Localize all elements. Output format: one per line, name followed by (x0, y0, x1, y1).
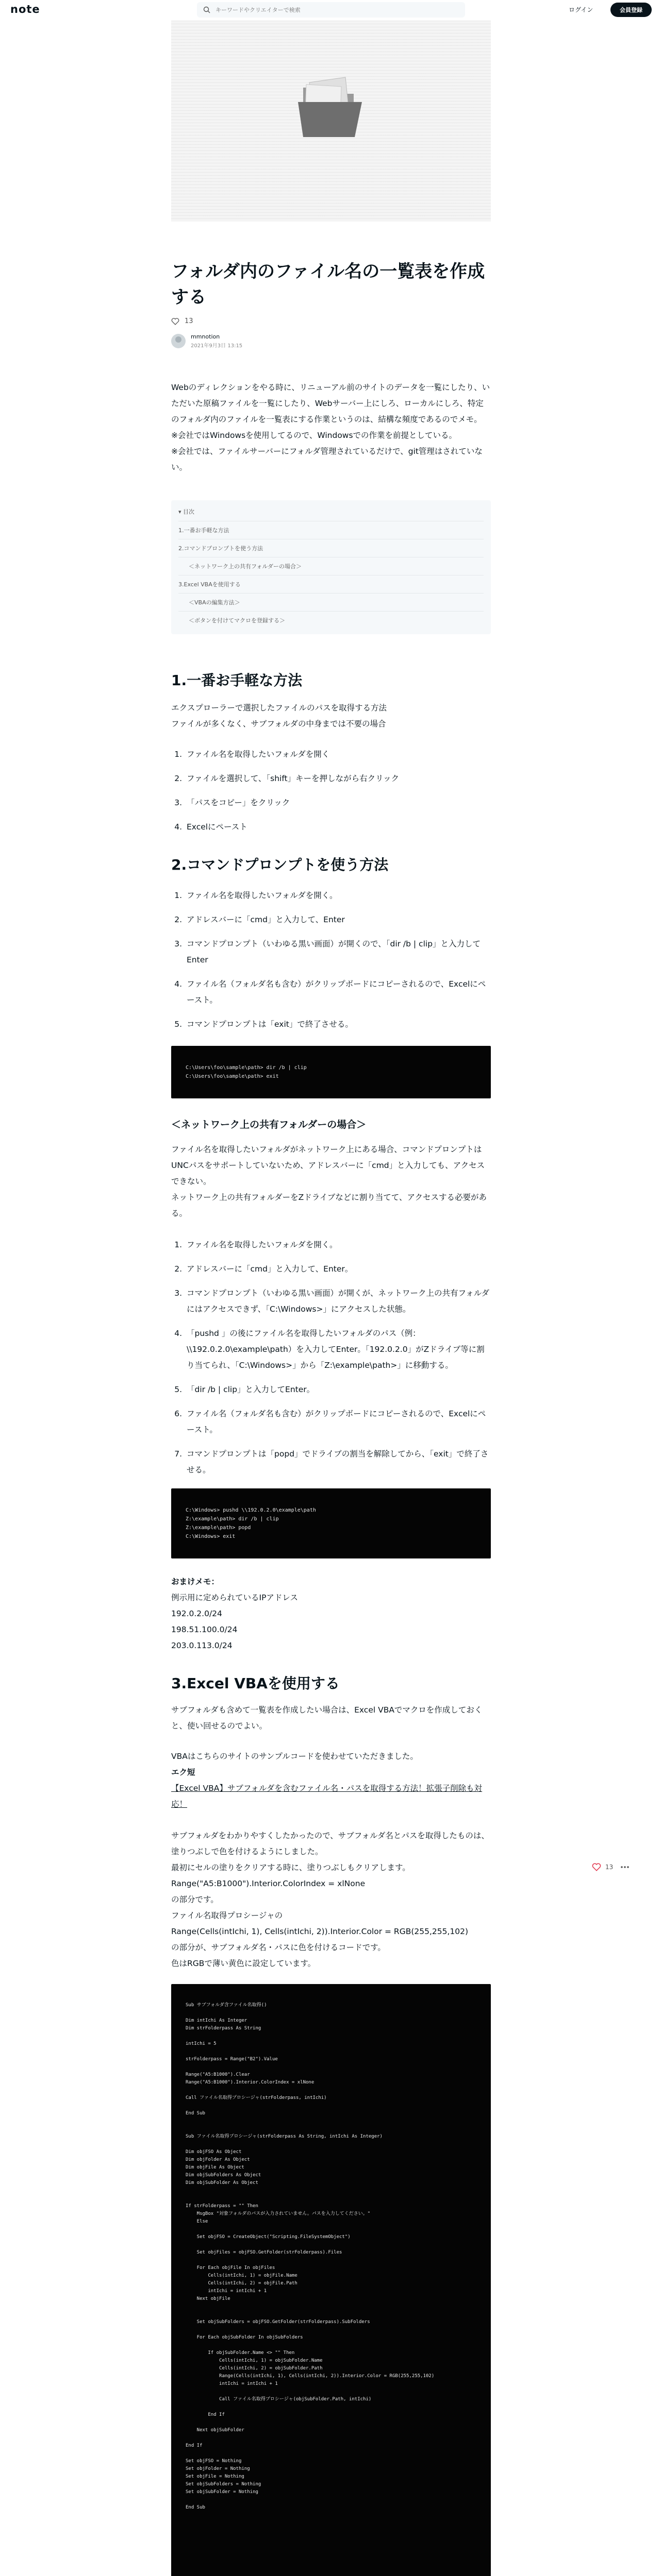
code-line: Z:\example\path> popd (186, 1525, 251, 1531)
paragraph: ファイル名を取得したいフォルダがネットワーク上にある場合、コマンドプロンプトはUNCパスをサポートしていないため、アドレスバーに「cmd」と入力しても、アクセスできない。 (171, 1145, 485, 1186)
intro-paragraph: Webのディレクションをやる時に、リニューアル前のサイトのデータを一覧にしたり、いただいた原稿ファイルを一覧にしたり、Webサーバー上にしろ、ローカルにしろ、特定のフォルダ内のファイルを一覧表にする作業というのは、結構な頻度であるのでメモ。 (171, 383, 490, 424)
toc-item[interactable]: 2.コマンドプロンプトを使う方法 (178, 539, 484, 557)
heart-icon[interactable] (171, 318, 179, 325)
code-line: Z:\example\path> dir /b | clip (186, 1516, 279, 1522)
list-item: 5. 「dir /b | clip」と入力してEnter。 (185, 1382, 491, 1398)
hero-image (171, 21, 491, 222)
table-of-contents (171, 500, 491, 634)
toc-header[interactable]: ▾ 目次 (178, 507, 484, 521)
step-list (171, 1237, 491, 1478)
search-icon (203, 6, 210, 13)
list-item: 6. ファイル名（フォルダ名も含む）がクリップボードにコピーされるので、Excelにペースト。 (185, 1406, 491, 1438)
folder-icon (294, 72, 366, 144)
step-list (171, 888, 491, 1032)
paragraph: サブフォルダをわかりやすくしたかったので、サブフォルダ名とパスを取得したものは、塗りつぶしで色を付けるようにしました。 (171, 1831, 489, 1856)
list-item: 3. コマンドプロンプト（いわゆる黒い画面）が開くので、「dir /b | clip」と入力してEnter (185, 936, 491, 968)
list-item: 3. コマンドプロンプト（いわゆる黒い画面）が開くが、ネットワーク上の共有フォルダにはアクセスできず、「C:\Windows>」にアクセスした状態。 (185, 1285, 491, 1317)
list-item: 3. 「パスをコピー」をクリック (185, 795, 491, 811)
paragraph: エクスプローラーで選択したファイルのパスを取得する方法 (171, 703, 387, 713)
article-title: フォルダ内のファイル名の一覧表を作成する (171, 261, 485, 308)
paragraph: ファイル名取得プロシージャの (171, 1911, 283, 1920)
login-link[interactable]: ログイン (569, 6, 593, 13)
like-count-value: 13 (185, 317, 193, 325)
paragraph: 最初にセルの塗りをクリアする時に、塗りつぶしもクリアします。 (171, 1863, 410, 1872)
paragraph: Range(Cells(intIchi, 1), Cells(intIchi, 2)).Interior.Color = RGB(255,255,102) (171, 1927, 469, 1936)
list-item: 7. コマンドプロンプトは「popd」でドライブの割当を解除してから、「exit」で終了させる。 (185, 1446, 491, 1478)
paragraph: の部分です。 (171, 1895, 219, 1904)
intro-note: ※会社では、ファイルサーバーにフォルダ管理されているだけで、git管理はされていない。 (171, 447, 483, 472)
note-logo[interactable]: note (10, 3, 40, 15)
list-item: 4. 「pushd 」の後にファイル名を取得したいフォルダのパス（例：\\192.0.2.0\example\path）を入力してEnter。「192.0.2.0」がZドライブ等に割り当てられ、「C:\Windows>」から「Z:\example\path>」に移動する。 (185, 1326, 491, 1374)
author-name[interactable]: mmnotion (191, 333, 220, 340)
code-line: C:\Windows> pushd \\192.0.2.0\example\path (186, 1507, 316, 1513)
site-header (0, 0, 662, 21)
code-block[interactable] (171, 1046, 491, 1098)
paragraph: Range("A5:B1000").Interior.ColorIndex = xlNone (171, 1879, 366, 1888)
toc-item[interactable]: ＜VBAの編集方法＞ (178, 594, 484, 612)
toc-item[interactable]: 1.一番お手軽な方法 (178, 521, 484, 539)
like-count[interactable] (171, 317, 491, 325)
intro-note: ※会社ではWindowsを使用してるので、Windowsでの作業を前提としている。 (171, 431, 457, 440)
memo-line: 192.0.2.0/24 (171, 1609, 222, 1618)
reference-source: エク短 (171, 1768, 195, 1777)
list-item: 4. Excelにペースト (185, 819, 491, 835)
paragraph: ネットワーク上の共有フォルダーをZドライブなどに割り当てて、アクセスする必要がある。 (171, 1193, 487, 1218)
step-list (171, 747, 491, 835)
toc-item[interactable]: 3.Excel VBAを使用する (178, 575, 484, 594)
paragraph: 色はRGBで薄い黄色に設定しています。 (171, 1959, 316, 1968)
memo-line: 203.0.113.0/24 (171, 1641, 233, 1650)
avatar[interactable] (171, 334, 186, 348)
paragraph: サブフォルダも含めて一覧表を作成したい場合は、Excel VBAでマクロを作成しておくと、使い回せるのでよい。 (171, 1705, 483, 1731)
search-box[interactable] (197, 2, 465, 18)
floating-actions (592, 1863, 630, 1871)
toc-item[interactable]: ＜ボタンを付けてマクロを登録する＞ (189, 617, 285, 624)
memo-line: 198.51.100.0/24 (171, 1625, 238, 1634)
paragraph: の部分が、サブフォルダ名・パスに色を付けるコードです。 (171, 1943, 386, 1952)
list-item: 1. ファイル名を取得したいフォルダを開く。 (185, 888, 491, 904)
section-heading: 1.一番お手軽な方法 (171, 672, 303, 689)
article (171, 21, 491, 2576)
list-item: 1. ファイル名を取得したいフォルダを開く (185, 747, 491, 762)
heart-icon[interactable] (592, 1863, 601, 1871)
signup-button[interactable]: 会員登録 (610, 3, 652, 17)
paragraph: ファイルが多くなく、サブフォルダの中身までは不要の場合 (171, 719, 386, 728)
code-line: C:\Users\foo\sample\path> dir /b | clip (186, 1065, 307, 1071)
memo-heading: おまけメモ： (171, 1577, 220, 1586)
section-heading: 3.Excel VBAを使用する (171, 1675, 340, 1692)
code-line: C:\Windows> exit (186, 1534, 236, 1539)
section-heading: 2.コマンドプロンプトを使う方法 (171, 856, 389, 873)
search-input[interactable] (216, 7, 453, 13)
subsection-heading: ＜ネットワーク上の共有フォルダーの場合＞ (171, 1119, 367, 1130)
code-block[interactable] (171, 1488, 491, 1558)
list-item: 5. コマンドプロンプトは「exit」で終了させる。 (185, 1016, 491, 1032)
list-item: 2. アドレスバーに「cmd」と入力して、Enter (185, 912, 491, 928)
memo-line: 例示用に定められているIPアドレス (171, 1593, 298, 1602)
more-icon[interactable] (620, 1866, 630, 1869)
author-block[interactable] (171, 333, 491, 349)
intro (171, 380, 491, 476)
list-item: 1. ファイル名を取得したいフォルダを開く。 (185, 1237, 491, 1253)
list-item: 4. ファイル名（フォルダ名も含む）がクリップボードにコピーされるので、Excelにペースト。 (185, 976, 491, 1008)
code-line: C:\Users\foo\sample\path> exit (186, 1074, 279, 1079)
publish-date: 2021年9月3日 13:15 (191, 343, 243, 349)
paragraph: VBAはこちらのサイトのサンプルコードを使わせていただきました。 (171, 1752, 418, 1761)
list-item: 2. アドレスバーに「cmd」と入力して、Enter。 (185, 1261, 491, 1277)
toc-item[interactable]: ＜ネットワーク上の共有フォルダーの場合＞ (178, 557, 484, 575)
reference-link[interactable]: 【Excel VBA】サブフォルダを含むファイル名・パスを取得する方法！拡張子削除も対応！ (171, 1784, 483, 1809)
list-item: 2. ファイルを選択して、「shift」キーを押しながら右クリック (185, 771, 491, 787)
floating-like-count: 13 (605, 1863, 614, 1871)
vba-code-block[interactable]: Sub サブフォルダ含ファイル名取得() Dim intIchi As Integer Dim strFolderpass As String intIchi = 5 strFolderpass = Range("B2").Value Range("A5:B1000").Clear Range("A5:B1000").Interior.ColorIndex = xlNone Call ファイル名取得プロシージャ(strFolderpass, intIchi) End Sub Sub ファイル名取得プロシージャ(strFolderpass As String, intIchi As Integer) Dim objFSO As Object Dim objFolder As Object Dim objFile As Object Dim objSubFolders As Object Dim objSubFolder As Object If strFolderpass = "" Then MsgBox "対象フォルダのパスが入力されていません。パスを入力してください。" Else Set objFSO = CreateObject("Scripting.FileSystemObject") Set objFiles = objFSO.GetFolder(strFolderpass).Files For Each objFile In objFiles Cells(intIchi, 1) = objFile.Name Cells(intIchi, 2) = objFile.Path intIchi = intIchi + 1 Next objFile Set objSubFolders = objFSO.GetFolder(strFolderpass).SubFolders For Each objSubFolder In objSubFolders If objSubFolder.Name <> "" Then Cells(intIchi, 1) = objSubFolder.Name Cells(intIchi, 2) = objSubFolder.Path Range(Cells(intIchi, 1), Cells(intIchi, 2)).Interior.Color = RGB(255,255,102) intIchi = intIchi + 1 Call ファイル名取得プロシージャ(objSubFolder.Path, intIchi) End If Next objSubFolder End If Set objFSO = Nothing Set objFolder = Nothing Set objFile = Nothing Set objSubFolders = Nothing Set objSubFolder = Nothing End Sub (171, 1984, 491, 2576)
